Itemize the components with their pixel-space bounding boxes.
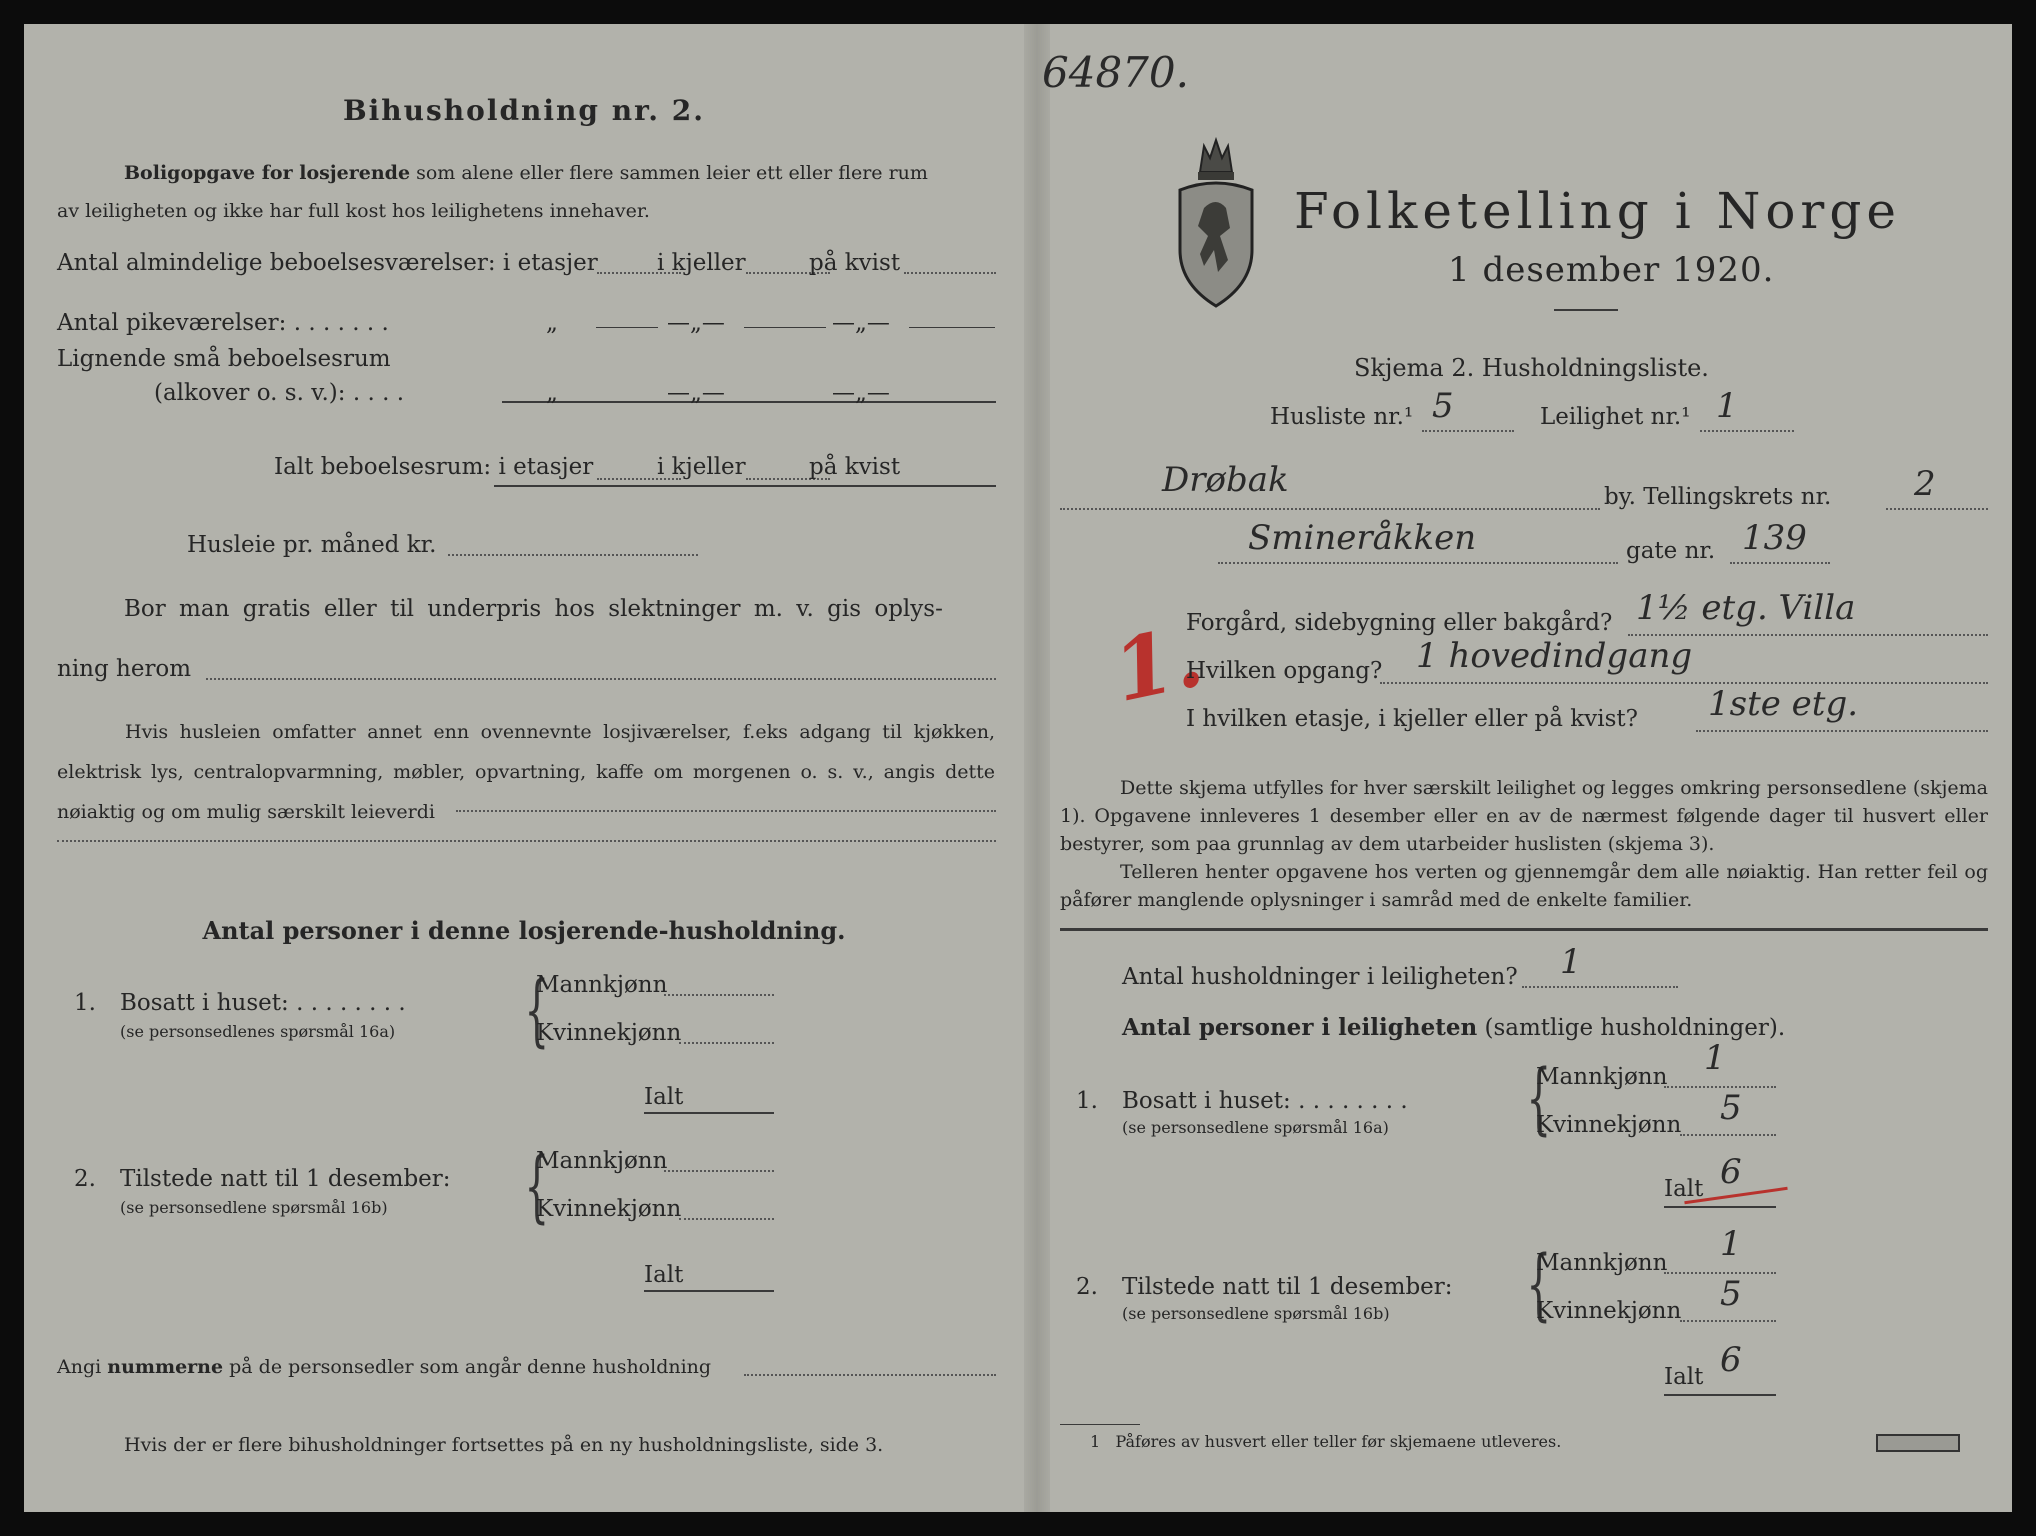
left-q2-kvinne-line [679, 1218, 774, 1220]
etasje-label: I hvilken etasje, i kjeller eller på kvist? [1186, 706, 1638, 732]
right-q1-num: 1. [1076, 1088, 1098, 1114]
left-q1-ialt-label: Ialt [644, 1084, 684, 1110]
leilighet-line [1700, 430, 1794, 432]
right-q2-ialt-value: 6 [1720, 1340, 1742, 1380]
alm-kvist-label: på kvist [809, 250, 901, 276]
leieverdi-line [456, 810, 996, 812]
right-title: Folketelling i Norge [1294, 182, 1901, 240]
ialt-kjeller-label: i kjeller [657, 454, 746, 480]
antal-hush-line [1522, 986, 1678, 988]
left-title: Bihusholdning nr. 2. [343, 94, 705, 127]
red-mark: 1. [1104, 605, 1212, 722]
angi-bold: nummerne [107, 1356, 224, 1378]
page-fold [1024, 24, 1050, 1512]
ialt-rum-label: Ialt beboelsesrum: i etasjer [274, 454, 594, 480]
antal-hush-value: 1 [1560, 942, 1582, 982]
lignende-underline [502, 401, 996, 403]
lignende-line2: (alkover o. s. v.): . . . . [154, 380, 405, 406]
pike-line-c [909, 327, 995, 328]
archive-number: 64870. [1042, 48, 1189, 97]
left-q1-kvinne-line [679, 1042, 774, 1044]
printer-stamp [1876, 1434, 1960, 1452]
husliste-line [1422, 430, 1514, 432]
right-q1-kvinne-line [1680, 1134, 1776, 1136]
gate-nr-line [1730, 562, 1830, 564]
lignende-quote: „ [546, 380, 558, 406]
pike-label: Antal pikeværelser: . . . . . . . [57, 310, 389, 336]
left-q1-mann-line [664, 994, 774, 996]
gate-value: Smineråkken [1248, 518, 1477, 558]
right-q1-brace: { [1526, 1054, 1552, 1144]
right-q1-kvinne-value: 5 [1720, 1088, 1742, 1128]
husliste-label: Husliste nr.¹ [1270, 404, 1414, 430]
right-q2-ialt-label: Ialt [1664, 1364, 1704, 1390]
right-q2-mann-label: Mannkjønn [1536, 1250, 1668, 1276]
right-q2-mann-value: 1 [1720, 1224, 1742, 1264]
right-q2-label: Tilstede natt til 1 desember: [1122, 1274, 1453, 1300]
opgang-label: Hvilken opgang? [1186, 658, 1383, 684]
husliste-value: 5 [1432, 386, 1454, 426]
left-q1-brace: { [524, 966, 550, 1056]
angi-line [57, 1356, 711, 1378]
husleie-line [448, 554, 698, 556]
right-q1-kvinne-label: Kvinnekjønn [1536, 1112, 1682, 1138]
intro-line2: av leiligheten og ikke har full kost hos leilighetens innehaver. [57, 200, 650, 222]
forgard-label: Forgård, sidebygning eller bakgård? [1186, 610, 1613, 636]
right-q1-ialt-line [1664, 1206, 1776, 1208]
pike-line-a [596, 327, 658, 328]
alm-kvist-line [904, 272, 996, 274]
etasje-line [1696, 730, 1988, 732]
krets-value: 2 [1914, 464, 1936, 504]
right-q2-kvinne-line [1680, 1320, 1776, 1322]
right-q2-kvinne-label: Kvinnekjønn [1536, 1298, 1682, 1324]
by-value: Drøbak [1162, 460, 1289, 500]
gate-label: gate nr. [1626, 538, 1716, 564]
lignende-dash-a: —„— [667, 380, 725, 406]
antal-pers-bold: Antal personer i leiligheten [1122, 1014, 1478, 1041]
lignende-line1: Lignende små beboelsesrum [57, 346, 391, 372]
left-q2-note: (se personsedlene spørsmål 16b) [120, 1198, 388, 1217]
angi-pre: Angi [57, 1356, 102, 1378]
gate-line [1218, 562, 1618, 564]
right-q2-ialt-line [1664, 1394, 1776, 1396]
pike-quote: „ [546, 310, 558, 336]
right-q1-mann-label: Mannkjønn [1536, 1064, 1668, 1090]
extra-line [57, 840, 996, 842]
antal-pers-rest: (samtlige husholdninger). [1484, 1015, 1786, 1041]
right-q2-kvinne-value: 5 [1720, 1274, 1742, 1314]
footnote-text: Påføres av husvert eller teller før skjemaene utleveres. [1115, 1432, 1562, 1451]
ialt-kvist-label: på kvist [809, 454, 901, 480]
leilighet-value: 1 [1716, 386, 1738, 426]
left-footer: Hvis der er flere bihusholdninger fortsettes på en ny husholdningsliste, side 3. [124, 1434, 884, 1456]
title-rule [1554, 309, 1618, 311]
section-rule [1060, 928, 1988, 931]
right-q1-mann-value: 1 [1704, 1038, 1726, 1078]
left-q1-ialt-line [644, 1112, 774, 1114]
instructions-para1: Dette skjema utfylles for hver særskilt leilighet og legges omkring personsedlene (skjema 1). Opgavene innleveres 1 desember eller en av de nærmest følgende dager til husvert eller bestyrer, som paa grunnlag av dem utarbeider huslisten (skjema 3). [1060, 777, 1988, 855]
skjema-label: Skjema 2. Husholdningsliste. [1354, 354, 1709, 382]
right-q1-ialt-label: Ialt [1664, 1176, 1704, 1202]
etasje-value: 1ste etg. [1708, 684, 1859, 724]
right-date: 1 desember 1920. [1448, 250, 1775, 290]
lignende-dash-b: —„— [832, 380, 890, 406]
left-q2-num: 2. [74, 1166, 96, 1192]
forgard-value: 1½ etg. Villa [1636, 588, 1856, 628]
intro-line1 [124, 162, 928, 184]
left-q1-label: Bosatt i huset: . . . . . . . . [120, 990, 406, 1016]
leilighet-label: Leilighet nr.¹ [1540, 404, 1691, 430]
census-sheet [24, 24, 2012, 1512]
bor-line1: Bor man gratis eller til underpris hos slektninger m. v. gis oplys- [124, 596, 943, 622]
left-q1-kvinne-label: Kvinnekjønn [536, 1020, 682, 1046]
antal-hush-label: Antal husholdninger i leiligheten? [1122, 964, 1518, 990]
left-q2-ialt-line [644, 1290, 774, 1292]
footnote-mark: 1 [1090, 1432, 1101, 1451]
left-q2-mann-label: Mannkjønn [536, 1148, 668, 1174]
left-q2-ialt-label: Ialt [644, 1262, 684, 1288]
antal-alm-label: Antal almindelige beboelsesværelser: i etasjer [57, 250, 598, 276]
right-q1-label: Bosatt i huset: . . . . . . . . [1122, 1088, 1408, 1114]
opgang-value: 1 hovedindgang [1416, 636, 1693, 676]
left-q2-kvinne-label: Kvinnekjønn [536, 1196, 682, 1222]
angi-line-fill [744, 1374, 996, 1376]
by-line [1060, 508, 1600, 510]
footnote-rule [1060, 1424, 1140, 1425]
gate-nr-value: 139 [1742, 518, 1807, 558]
left-q1-note: (se personsedlenes spørsmål 16a) [120, 1022, 396, 1041]
husleie-label: Husleie pr. måned kr. [187, 532, 437, 558]
left-q2-label: Tilstede natt til 1 desember: [120, 1166, 451, 1192]
krets-line [1886, 508, 1988, 510]
left-q1-mann-label: Mannkjønn [536, 972, 668, 998]
left-antal-heading: Antal personer i denne losjerende-husholdning. [202, 916, 846, 945]
instructions-para2: Telleren henter opgavene hos verten og gjennemgår dem alle nøiaktig. Han retter feil og påfører manglende oplysninger i samråd med de enkelte familier. [1060, 861, 1988, 911]
right-q2-num: 2. [1076, 1274, 1098, 1300]
hvis-paragraph: Hvis husleien omfatter annet enn ovennevnte losjiværelser, f.eks adgang til kjøkken, elektrisk lys, centralopvarmning, møbler, opvartning, kaffe om morgenen o. s. v., angis dette nøiaktig og om mulig særskilt leieverdi [57, 721, 995, 823]
intro-rest: som alene eller flere sammen leier ett eller flere rum [416, 162, 928, 184]
left-q2-mann-line [664, 1170, 774, 1172]
left-q1-num: 1. [74, 990, 96, 1016]
opgang-line [1380, 682, 1988, 684]
ialt-rum-underline [494, 485, 996, 487]
intro-bold: Boligopgave for losjerende [124, 162, 411, 184]
pike-dash-a: —„— [667, 310, 725, 336]
bor-line2: ning herom [57, 656, 192, 682]
alm-kjeller-label: i kjeller [657, 250, 746, 276]
left-q2-brace: { [524, 1142, 550, 1232]
pike-dash-b: —„— [832, 310, 890, 336]
right-q1-ialt-value: 6 [1720, 1152, 1742, 1192]
right-q1-note: (se personsedlene spørsmål 16a) [1122, 1118, 1389, 1137]
norway-coat-of-arms-icon [1174, 132, 1258, 308]
bor-line [206, 678, 996, 680]
right-q2-note: (se personsedlene spørsmål 16b) [1122, 1304, 1390, 1323]
antal-pers-heading [1122, 1014, 1785, 1041]
angi-rest: på de personsedler som angår denne husholdning [229, 1356, 712, 1378]
footnote [1090, 1432, 1561, 1451]
by-label: by. Tellingskrets nr. [1604, 484, 1832, 510]
pike-line-b [744, 327, 826, 328]
right-q2-brace: { [1526, 1240, 1552, 1330]
